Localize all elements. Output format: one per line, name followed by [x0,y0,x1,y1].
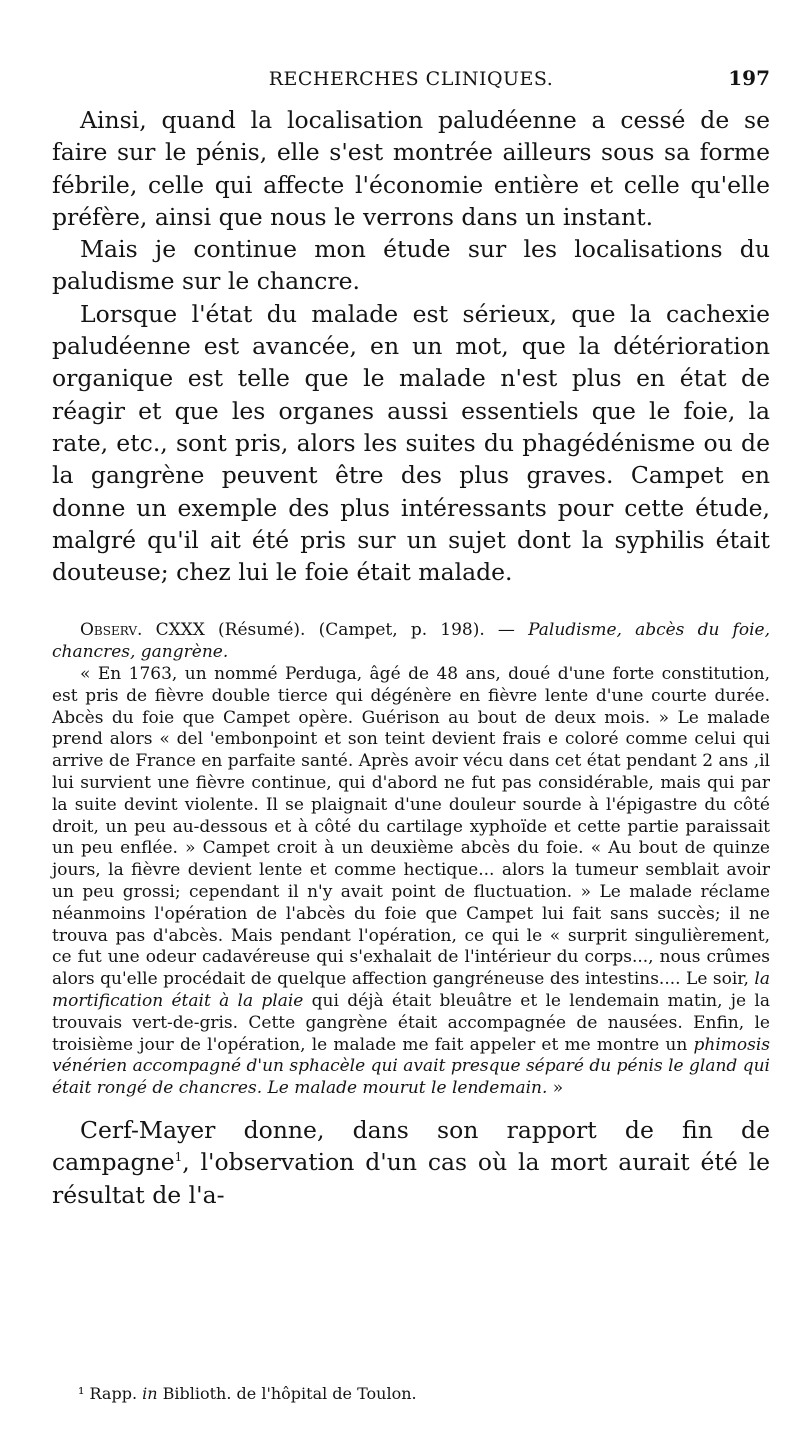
paragraph-3: Lorsque l'état du malade est sérieux, que la cachexie paludéenne est avancée, en un mot, que la détérioration organique est telle que le malade n'est plus en état de réagir et que les organes aussi essentiels que le foie, la rate, etc., sont pris, alors les suites du phagédénisme ou de la gangrène peuvent être des plus graves. Campet en donne un exemple des plus intéressants pour cette étude, malgré qu'il ait été pris sur un sujet dont la syphilis était douteuse; chez lui le foie était malade. [52,299,770,587]
final-text-before: Cerf-Mayer donne, dans son rapport de fin de campagne [52,1115,770,1177]
observation-closing: » [547,1078,564,1099]
footnote-marker: ¹ [78,1384,85,1403]
observation-italic-2: phimosis vénérien accompagné d'un sphacèle qui avait presque séparé du pénis le gland qui était rongé de chancres. Le malade mourut le lendemain. [52,1034,770,1099]
page-body [52,104,770,1234]
observation-block [52,620,770,1100]
footnote-prefix: Rapp. [84,1384,143,1403]
footnote-italic: in [142,1384,158,1403]
observation-text-1: « En 1763, un nommé Perduga, âgé de 48 ans, doué d'une forte constitution, est pris de fièvre double tierce qui dégénère en fièvre lente d'une courte durée. Abcès du foie que Campet opère. Guérison au bout de deux mois. » Le malade prend alors « del 'embonpoint et son teint devient frais e coloré comme celui qui arrive de France en parfaite santé. Après avoir vécu dans cet état pendant 2 ans ,il lui survient une fièvre continue, qui d'abord ne fut pas considérable, mais qui par la suite devint violente. Il se plaignait d'une douleur sourde à l'épigastre du côté droit, un peu au-dessous et à côté du cartilage xyphoïde et cette partie paraissait un peu enflée. » Campet croit à un deuxième abcès du foie. « Au bout de quinze jours, la fièvre devient lente et comme hectique... alors la tumeur semblait avoir un peu grossi; cependant il n'y avait point de fluctuation. » Le malade réclame néanmoins l'opération de l'abcès du foie que Campet lui fait sans succès; il ne trouva pas d'abcès. Mais pendant l'opération, ce qui le « surprit singulièrement, ce fut une odeur cadavéreuse qui s'exhalait de l'intérieur du corps..., nous crûmes alors qu'elle procédait de quelque affection gangréneuse des intestins.... Le soir, [52,664,770,990]
paragraph-final [52,1114,770,1211]
footnote-ref: 1 [174,1150,183,1165]
observation-italic-1: la mortification était à la plaie [52,969,770,1011]
footnote [78,1384,417,1403]
page-header [52,68,770,98]
observation-title: Paludisme, abcès du foie, chancres, gangrène. [52,620,770,663]
paragraph-1: Ainsi, quand la localisation paludéenne a cessé de se faire sur le pénis, elle s'est montrée ailleurs sous sa forme fébrile, celle qui affecte l'économie entière et celle qu'elle préfère, ainsi que nous le verrons dans un instant. [52,106,770,231]
running-title: RECHERCHES CLINIQUES. [268,68,554,90]
paragraph-2: Mais je continue mon étude sur les localisations du paludisme sur le chancre. [52,235,770,296]
final-text-after: , l'observation d'un cas où la mort aurait été le résultat de l'a- [52,1148,770,1209]
observation-text-2: qui déjà était bleuâtre et le lendemain matin, je la trouvais vert-de-gris. Cette gangrène était accompagnée de nausées. Enfin, le troisième jour de l'opération, le malade me fait appeler et me montre un [52,991,770,1055]
footnote-text: Biblioth. de l'hôpital de Toulon. [157,1384,417,1403]
page-number: 197 [728,66,770,90]
observation-text [52,664,770,1100]
observation-label: Observ. CXXX [80,620,205,641]
observation-summary: (Résumé). (Campet, p. 198). — [204,620,529,641]
observation-heading [52,620,770,664]
